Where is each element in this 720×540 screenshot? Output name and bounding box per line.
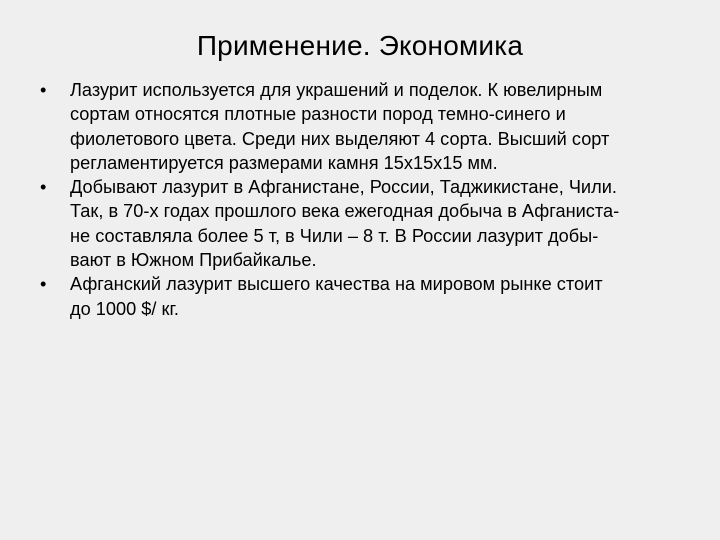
bullet-marker: • [40,177,47,198]
bullet-item-usage [40,78,690,175]
bullet-line: до 1000 $/ кг. [70,298,179,319]
bullet-line: Добывают лазурит в Афганистане, России, Таджикистане, Чили. [70,177,617,198]
bullet-marker: • [40,80,47,100]
bullet-line: регламентируется размерами камня 15х15х15 мм. [70,152,498,173]
bullet-item-mining [40,175,690,272]
bullet-line: Лазурит используется для украшений и поделок. К ювелирным [70,80,603,100]
slide-title: Применение. Экономика [196,30,524,61]
bullet-marker: • [40,274,47,295]
bullet-line: сортам относятся плотные разности пород темно-синего и [70,104,566,125]
bullet-line: Афганский лазурит высшего качества на мировом рынке стоит [70,274,603,295]
bullet-item-price [40,272,690,321]
bullet-line: не составляла более 5 т, в Чили – 8 т. В России лазурит добы- [70,225,599,246]
bullet-list [40,78,690,321]
bullet-line: Так, в 70-х годах прошлого века ежегодная добыча в Афганиста- [70,201,620,222]
bullet-line: вают в Южном Прибайкалье. [70,250,317,271]
bullet-line: фиолетового цвета. Среди них выделяют 4 сорта. Высший сорт [70,128,610,149]
